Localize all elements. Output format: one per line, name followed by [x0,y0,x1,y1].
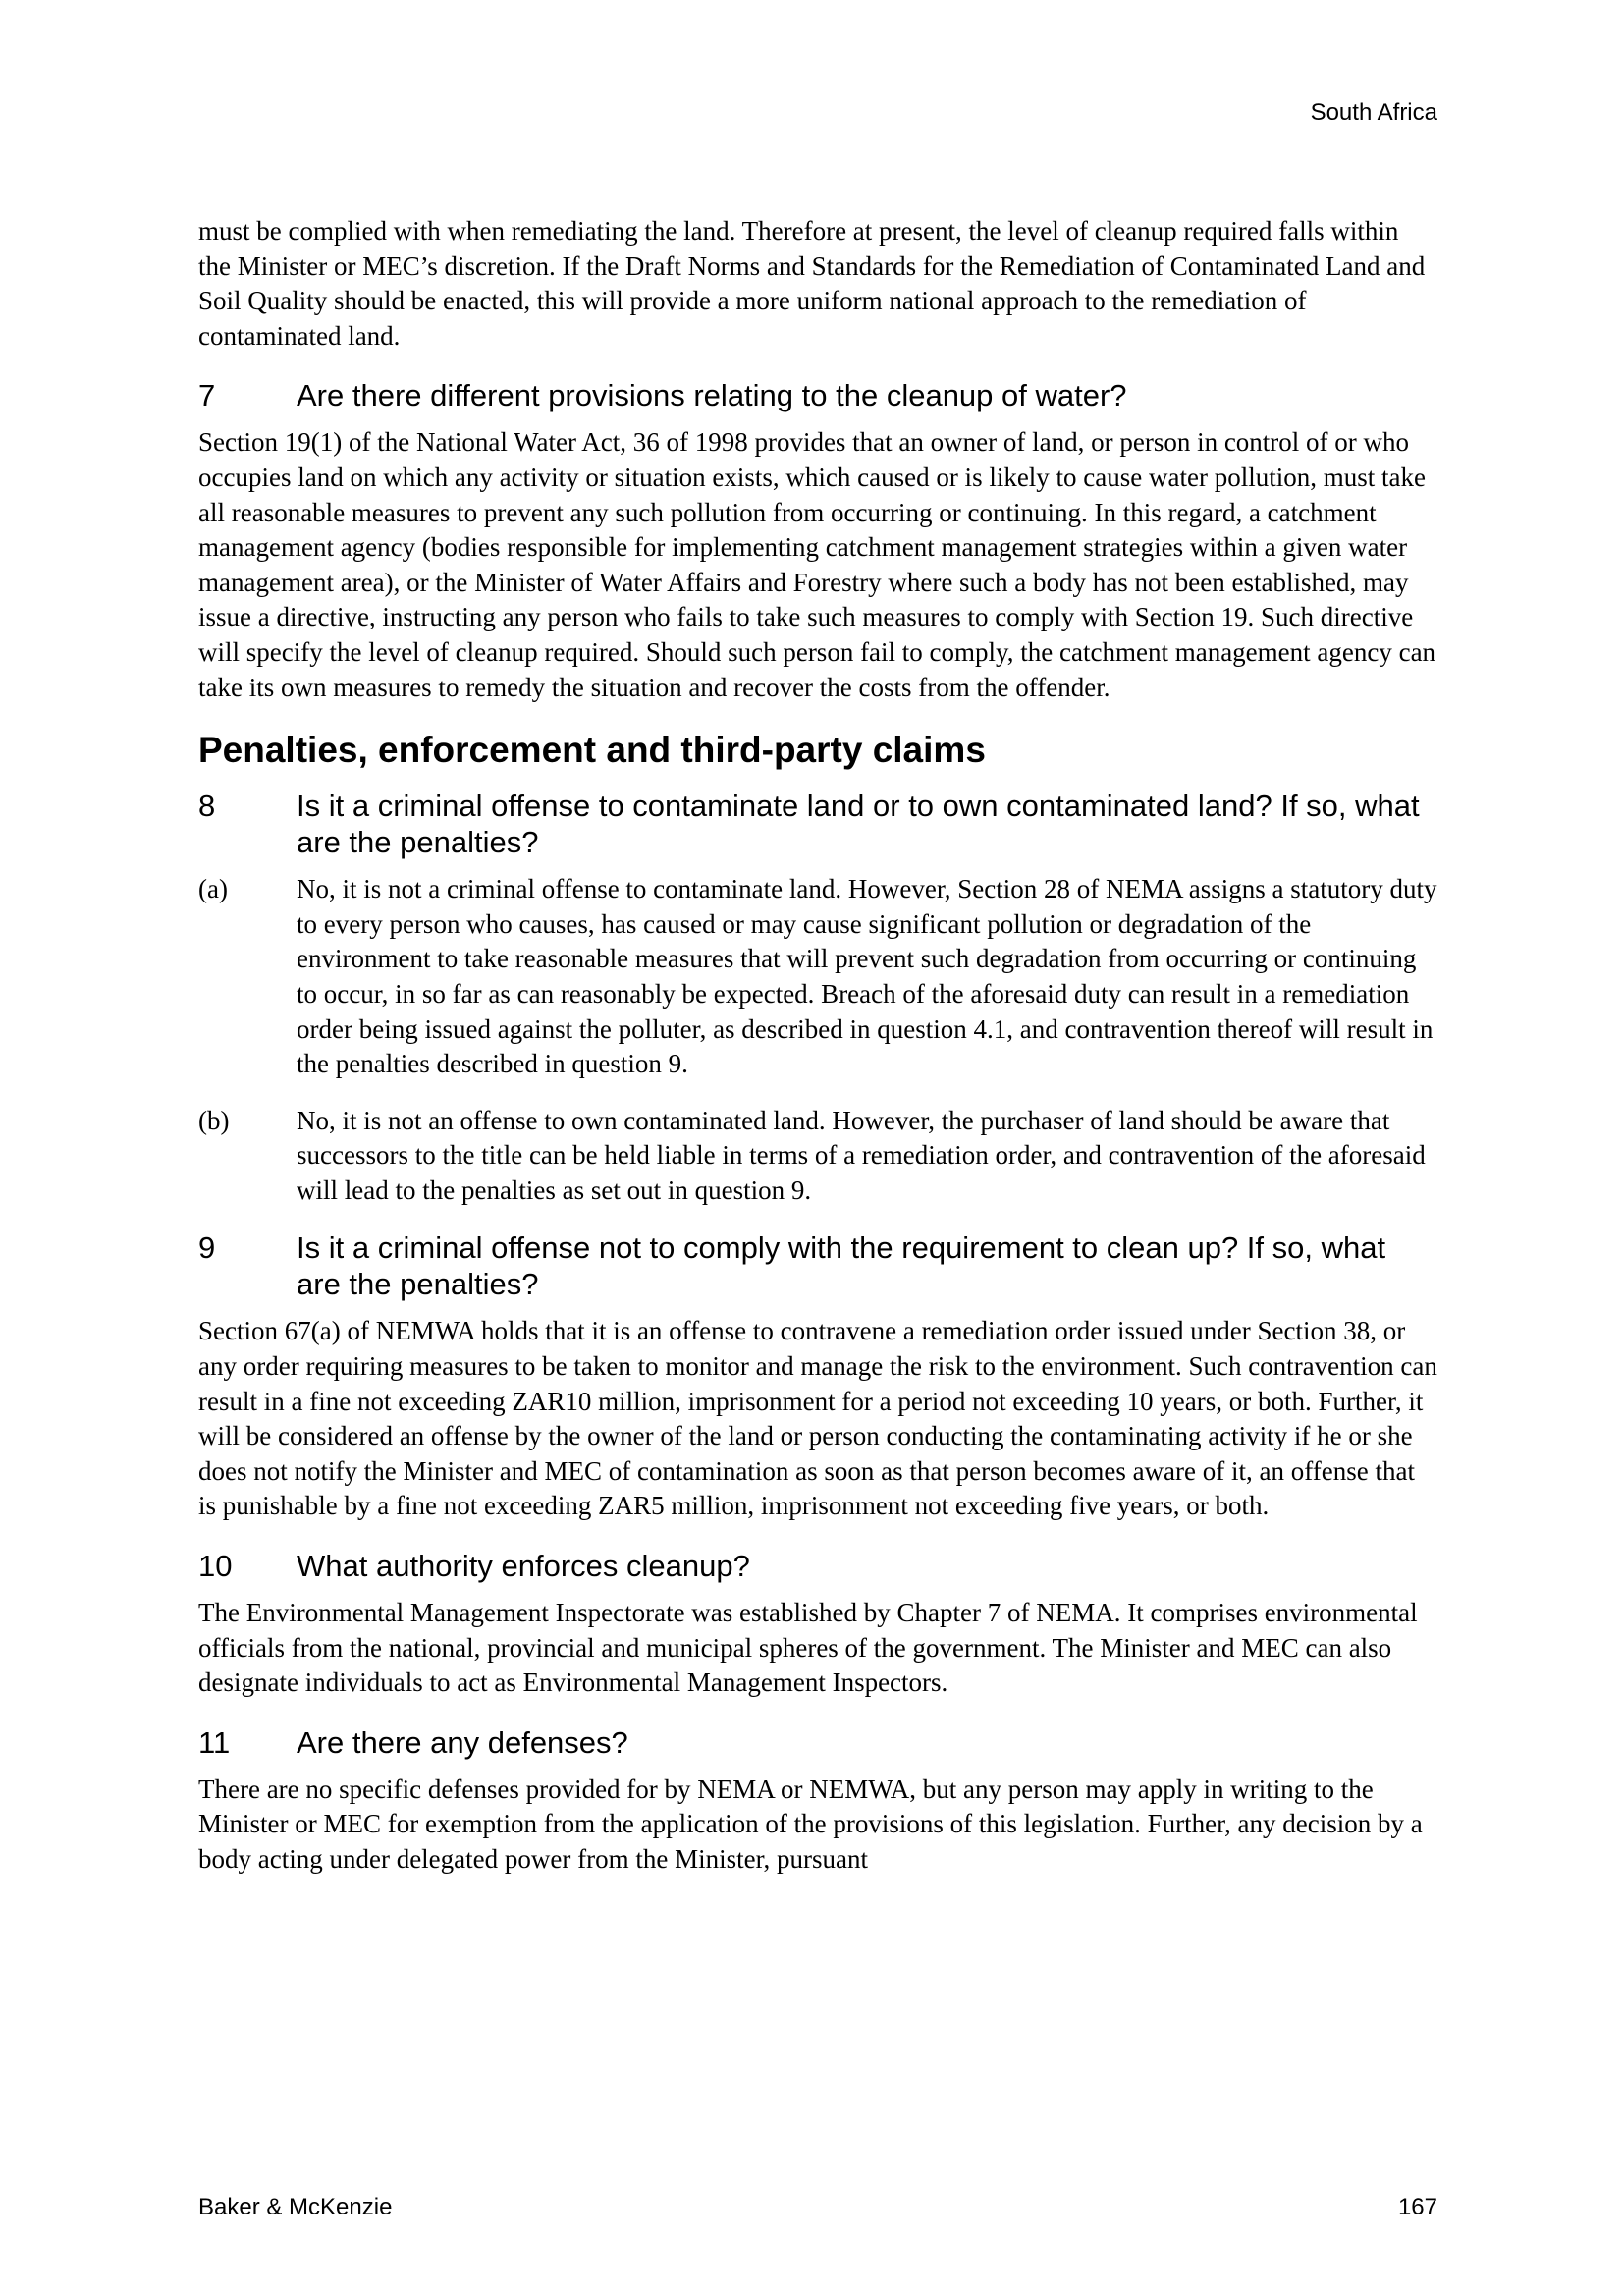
question-9-heading [198,1230,1437,1302]
list-item-marker: (a) [198,874,228,904]
question-11-heading [198,1724,1437,1761]
question-text: Are there any defenses? [297,1724,628,1760]
section-heading: Penalties, enforcement and third-party claims [198,730,986,771]
question-10-answer: The Environmental Management Inspectorate was established by Chapter 7 of NEMA. It comprises environmental officials from the national, provincial and municipal spheres of the government. The Minister and MEC can also designate individuals to act as Environmental Management Inspectors. [198,1598,1418,1698]
list-item-marker: (b) [198,1105,230,1135]
question-10-heading [198,1548,1437,1584]
question-number: 10 [198,1549,233,1584]
question-8-heading [198,788,1437,860]
question-text: What authority enforces cleanup? [297,1549,750,1584]
question-number: 8 [198,789,216,824]
list-item [198,872,1437,1082]
question-text: Is it a criminal offense to contaminate land or to own contaminated land? If so, what are the penalties? [297,789,1420,860]
continuation-paragraph: must be complied with when remediating the land. Therefore at present, the level of cleanup required falls within the Minister or MEC’s discretion. If the Draft Norms and Standards for the Remediation of Contaminated Land and Soil Quality should be enacted, this will provide a more uniform national approach to the remediation of contaminated land. [198,216,1426,351]
question-text: Are there different provisions relating to the cleanup of water? [297,378,1127,413]
question-text: Is it a criminal offense not to comply with the requirement to clean up? If so, what are the penalties? [297,1230,1386,1302]
list-item [198,1104,1437,1209]
question-11-answer: There are no specific defenses provided for by NEMA or NEMWA, but any person may apply in writing to the Minister or MEC for exemption from the application of the provisions of this legislation. Further, any decision by a body acting under delegated power from the Minister, pursuant [198,1774,1423,1874]
question-7-answer: Section 19(1) of the National Water Act, 36 of 1998 provides that an owner of land, or person in control of or who occupies land on which any activity or situation exists, which caused or is likely to cause water pollution, must take all reasonable measures to prevent any such pollution from occurring or continuing. In this regard, a catchment management agency (bodies responsible for implementing catchment management strategies within a given water management area), or the Minister of Water Affairs and Forestry where such a body has not been established, may issue a directive, instructing any person who fails to take such measures to comply with Section 19. Such directive will specify the level of cleanup required. Should such person fail to comply, the catchment management agency can take its own measures to remedy the situation and recover the costs from the offender. [198,427,1436,702]
running-header: South Africa [1310,99,1437,126]
question-9-answer: Section 67(a) of NEMWA holds that it is an offense to contravene a remediation order issued under Section 38, or any order requiring measures to be taken to monitor and manage the risk to the environment. Such contravention can result in a fine not exceeding ZAR10 million, imprisonment for a period not exceeding 10 years, or both. Further, it will be considered an offense by the owner of the land or person conducting the contaminating activity if he or she does not notify the Minister and MEC of contamination as soon as that person becomes aware of it, an offense that is punishable by a fine not exceeding ZAR5 million, imprisonment not exceeding five years, or both. [198,1316,1437,1521]
footer-firm-name: Baker & McKenzie [198,2194,393,2220]
running-footer [198,2193,1437,2222]
question-7-heading [198,377,1437,413]
page-number: 167 [1397,2194,1437,2220]
question-number: 11 [198,1724,231,1760]
list-item-text: No, it is not an offense to own contaminated land. However, the purchaser of land should be aware that successors to the title can be held liable in terms of a remediation order, and contravention of the aforesaid will lead to the penalties as set out in question 9. [297,1105,1426,1205]
question-number: 9 [198,1230,216,1266]
question-number: 7 [198,378,216,413]
list-item-text: No, it is not a criminal offense to contaminate land. However, Section 28 of NEMA assigns a statutory duty to every person who causes, has caused or may cause significant pollution or degradation of the environment to take reasonable measures that will prevent such degradation from occurring or continuing to occur, in so far as can reasonably be expected. Breach of the aforesaid duty can result in a remediation order being issued against the polluter, as described in question 4.1, and contravention thereof will result in the penalties described in question 9. [297,874,1437,1079]
page-content [198,214,1437,1878]
